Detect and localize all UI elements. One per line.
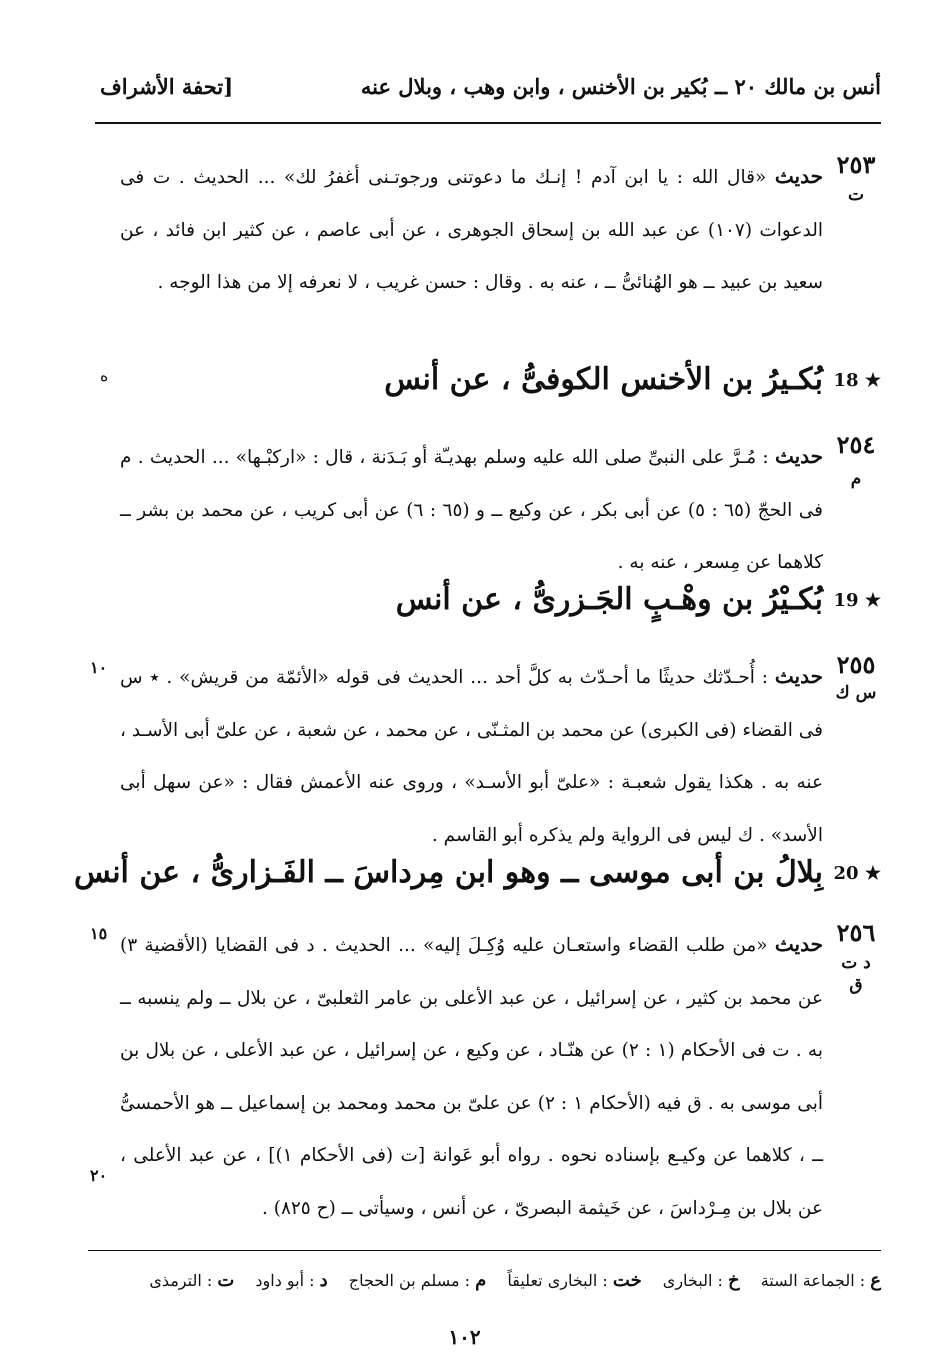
abbreviation-item: خ : البخارى	[662, 1270, 740, 1291]
hadith-number: ٢٥٤	[836, 430, 876, 459]
narrator-title: بُكـيْرُ بن وهْـبٍ الجَـزرىُّ ، عن أنس	[395, 582, 823, 617]
hadith-body: : مُـرَّ على النبىِّ صلى الله عليه وسلم بهديـّة أو بَـدَنة ، قال : «اركبْـها» ... الحديث . م فى الحجّ (٦٥ : ٥) عن أبى بكر ، عن وكيع ــ و (٦٥ : ٦) عن أبى كريب ، عن محمد بن بشر ــ كلاهما عن مِسعر ، عنه به .	[120, 447, 823, 573]
narrator-number: 18 ★	[833, 370, 881, 391]
hadith-number: ٢٥٥	[836, 650, 876, 679]
abbreviation-item: ت : الترمذى	[149, 1270, 235, 1291]
narrator-title: بِلالُ بن أبى موسى ــ وهو ابن مِرداسَ ــ الفَـزارىُّ ، عن أنس	[73, 855, 823, 890]
header-book-title: [تحفة الأشراف	[100, 74, 234, 99]
hadith-number: ٢٥٦	[836, 918, 876, 947]
collection-sigla: د ت ق	[841, 953, 871, 995]
abbreviation-item: خت : البخارى تعليقاً	[507, 1270, 642, 1291]
hadith-keyword: حديث	[774, 444, 824, 468]
abbreviation-item: د : أبو داود	[255, 1270, 328, 1291]
line-number-margin: ١٠	[90, 658, 108, 677]
abbreviation-key	[90, 1270, 881, 1300]
running-header	[100, 74, 881, 114]
narrator-number: 19 ★	[833, 590, 881, 611]
hadith-entry	[80, 430, 881, 580]
hadith-text	[120, 650, 823, 862]
hadith-text	[120, 918, 823, 1235]
hadith-number: ٢٥٣	[836, 150, 876, 179]
line-number-margin: ٢٠	[90, 1166, 108, 1185]
hadith-keyword: حديث	[774, 164, 823, 188]
hadith-body: : أُحـدّثك حديثًا ما أحـدّث به كلَّ أحد ... الحديث فى قوله «الأئمّة من قريش» . ٭ س فى القضاء (فى الكبرى) عن محمد بن المثـنّى ، عن محمد ، عن شعبة ، عن علىّ أبى الأسـد ، عنه به . هكذا يقول شعبـة : «علىّ أبو الأسـد» ، وروى عنه الأعمش فقال : «عن سهل أبى الأسد» . ك ليس فى الرواية ولم يذكره أبو القاسم .	[120, 667, 823, 846]
hadith-body: «من طلب القضاء واستعـان عليه وُكِـلَ إليه» ... الحديث . د فى القضايا (الأقضية ٣) عن محمد بن كثير ، عن إسرائيل ، عن عبد الأعلى بن عامر الثعلبىّ ، عن بلال ــ ولم ينسبه ــ به . ت فى الأحكام (١ : ٢) عن هنّـاد ، عن وكيع ، عن إسرائيل ، عن عبد الأعلى ، عن بلال بن أبى موسى به . ق فيه (الأحكام ١ : ٢) عن علىّ بن محمد ومحمد بن إسماعيل ــ هو الأحمسىُّ ــ ، كلاهما عن وكيـع بإسناده نحوه . رواه أبو عَوانة [ت (فى الأحكام ١)] ، عن عبد الأعلى ، عن بلال بن مِـرْداسَ ، عن خَيثمة البصرىّ ، عن أنس ، وسيأتى ــ (ح ٨٢٥) .	[120, 935, 823, 1219]
hadith-text	[120, 150, 823, 310]
line-number-margin: ١٥	[90, 924, 108, 943]
header-title: أنس بن مالك ٢٠ ــ بُكير بن الأخنس ، وابن وهب ، وبلال عنه	[360, 74, 881, 99]
header-rule	[95, 122, 881, 124]
hadith-text	[120, 430, 823, 590]
hadith-keyword: حديث	[774, 932, 823, 956]
narrator-number: 20 ★	[833, 863, 881, 884]
hadith-keyword: حديث	[774, 664, 823, 688]
abbreviation-item: ع : الجماعة الستة	[760, 1270, 881, 1291]
footer-rule	[88, 1250, 881, 1251]
collection-sigla: س ك	[835, 683, 877, 703]
page-number: ١٠٢	[448, 1325, 481, 1349]
hadith-entry	[80, 150, 881, 350]
margin-mark: ه	[100, 366, 109, 385]
narrator-heading	[100, 362, 881, 412]
hadith-entry	[80, 918, 881, 1248]
collection-sigla: ت	[847, 185, 864, 205]
collection-sigla: م	[850, 469, 862, 489]
hadith-entry	[80, 650, 881, 850]
narrator-heading	[73, 855, 881, 905]
narrator-heading	[100, 582, 881, 632]
abbreviation-item: م : مسلم بن الحجاج	[348, 1270, 487, 1291]
narrator-title: بُكـيرُ بن الأخنس الكوفىُّ ، عن أنس	[384, 362, 823, 397]
hadith-body: «قال الله : يا ابن آدم ! إنـك ما دعوتنى ورجوتـنى أغفرُ لك» ... الحديث . ت فى الدعوات (١٠٧) عن عبد الله بن إسحاق الجوهرى ، عن أبى عاصم ، عن كثير ابن فائد ، عن سعيد بن عبيد ــ هو الهُنائىُّ ــ ، عنه به . وقال : حسن غريب ، لا نعرفه إلا من هذا الوجه .	[120, 167, 823, 293]
